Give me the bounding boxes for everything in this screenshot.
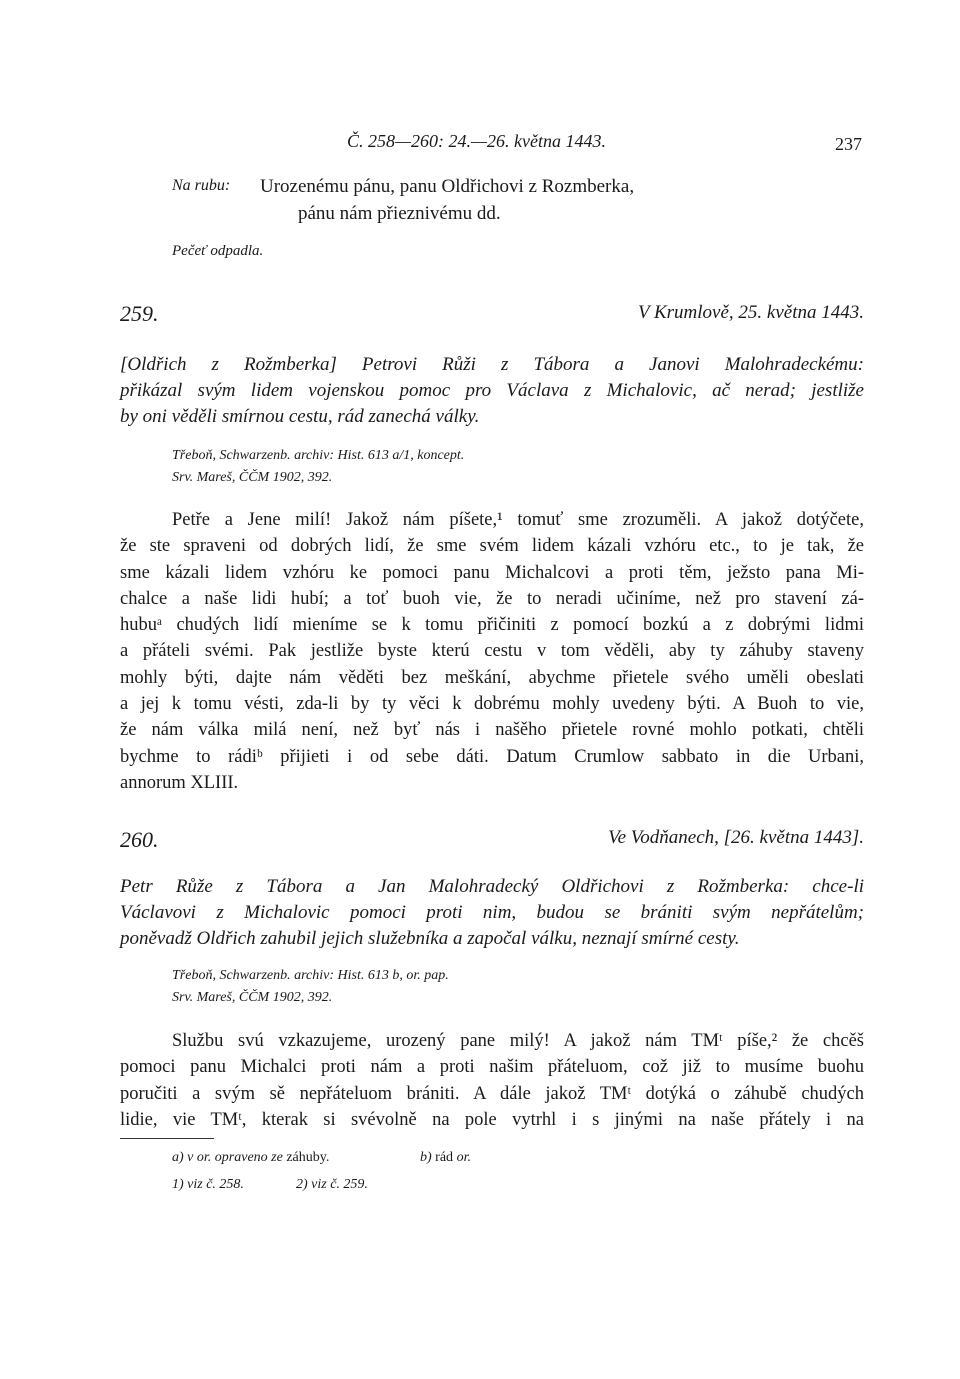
footnote-1: 1) viz č. 258. [172, 1177, 244, 1192]
text-line: že nám válka milá není, než byť nás i našěho přietele rovné mohlo potkati, chtěli [120, 720, 864, 741]
document-text-260 [120, 1028, 864, 1133]
text-line: Službu svú vzkazujeme, urozený pane milý! A jakož nám TMᵗ píše,² že chcěš [172, 1031, 864, 1051]
text-line: a přáteli svémi. Pak jestliže byste kterú cestu v tom věděli, aby ty záhuby staveny [120, 641, 864, 662]
archival-source-260: Třeboň, Schwarzenb. archiv: Hist. 613 b, or. pap. [172, 968, 449, 983]
regest-line: přikázal svým lidem vojenskou pomoc pro Václava z Michalovic, ač nerad; jestliže [120, 380, 864, 401]
text-line: mohly býti, dajte nám věděti bez meškání, abychme přietele svého uměli obeslati [120, 667, 864, 688]
footnote-2: 2) viz č. 259. [296, 1177, 368, 1192]
text-line: chalce a naše lidi hubí; a toť buoh vie, že to neradi učiníme, než pro stavení zá- [120, 588, 864, 609]
archival-source-259: Třeboň, Schwarzenb. archiv: Hist. 613 a/1, koncept. [172, 448, 465, 463]
document-text-259 [120, 507, 864, 796]
document-number-260: 260. [120, 827, 159, 852]
document-place-date-259: V Krumlově, 25. května 1443. [637, 302, 864, 323]
footnote-a-text: v or. opraveno ze [187, 1150, 283, 1165]
text-line: lidie, vie TMᵗ, kterak si svévolně na pole vytrhl i s jinými na naše přátely i na [120, 1109, 864, 1130]
seal-note: Pečeť odpadla. [172, 243, 264, 259]
footnote-b-text: or. [456, 1150, 471, 1165]
regest-line: Petr Růže z Tábora a Jan Malohradecký Oldřichovi z Rožmberka: chce-li [120, 876, 864, 897]
document-place-date-260: Ve Vodňanech, [26. května 1443]. [608, 827, 864, 848]
document-number-259: 259. [120, 301, 159, 326]
text-line: sme kázali lidem vzhóru ke pomoci panu Michalcovi a proti těm, ježsto pana Mi- [120, 562, 864, 583]
regest-line: [Oldřich z Rožmberka] Petrovi Růži z Tábora a Janovi Malohradeckému: [120, 354, 864, 375]
footnote-rule [120, 1138, 214, 1139]
text-line: poručiti a svým sě nepřáteluom brániti. A dále jakož TMᵗ dotýká o záhubě chudých [120, 1083, 864, 1104]
address-line-1: Urozenému pánu, panu Oldřichovi z Rozmberka, [260, 176, 635, 197]
regest-259 [120, 352, 864, 430]
footnote-a [172, 1150, 329, 1166]
regest-line: Václavovi z Michalovic pomoci proti nim, budou se brániti svým nepřátelům; [120, 902, 864, 923]
address-line-2: pánu nám přieznivému dd. [298, 203, 501, 224]
footnote-a-word: záhuby. [286, 1150, 330, 1165]
text-line: hubuᵃ chudých lidí mieníme se k tomu přičiniti z pomocí bozkú a z dobrými lidmi [120, 615, 864, 636]
text-line: pomoci panu Michalci proti nám a proti našim přáteluom, což již to musíme buohu [120, 1057, 864, 1078]
running-header: Č. 258—260: 24.—26. května 1443. [347, 131, 606, 151]
regest-line: poněvadž Oldřich zahubil jejich služebníka a započal válku, neznají smírné cesty. [120, 928, 740, 949]
footnote-b [420, 1150, 471, 1166]
footnote-a-label: a) [172, 1150, 184, 1165]
footnote-b-label: b) [420, 1150, 432, 1165]
text-line: annorum XLIII. [120, 772, 239, 793]
regest-line: by oni věděli smírnou cestu, rád zanechá války. [120, 406, 480, 427]
page-number: 237 [835, 134, 862, 154]
address-label: Na rubu: [172, 177, 231, 194]
footnote-b-word: rád [435, 1150, 454, 1165]
text-line: bychme to rádiᵇ přijieti i od sebe dáti. Datum Crumlow sabbato in die Urbani, [120, 746, 864, 767]
literature-reference-260: Srv. Mareš, ČČM 1902, 392. [172, 990, 333, 1005]
text-line: Petře a Jene milí! Jakož nám píšete,¹ tomuť sme zrozuměli. A jakož dotýčete, [172, 510, 864, 530]
text-line: a jej k tomu vésti, zda-li by ty věci k dobrému mohly uvedeny býti. A Buoh to vie, [120, 694, 864, 715]
literature-reference-259: Srv. Mareš, ČČM 1902, 392. [172, 470, 333, 485]
text-line: že ste spraveni od dobrých lidí, že sme svém lidem kázali vzhóru etc., to je tak, že [120, 536, 864, 557]
regest-260 [120, 874, 864, 952]
